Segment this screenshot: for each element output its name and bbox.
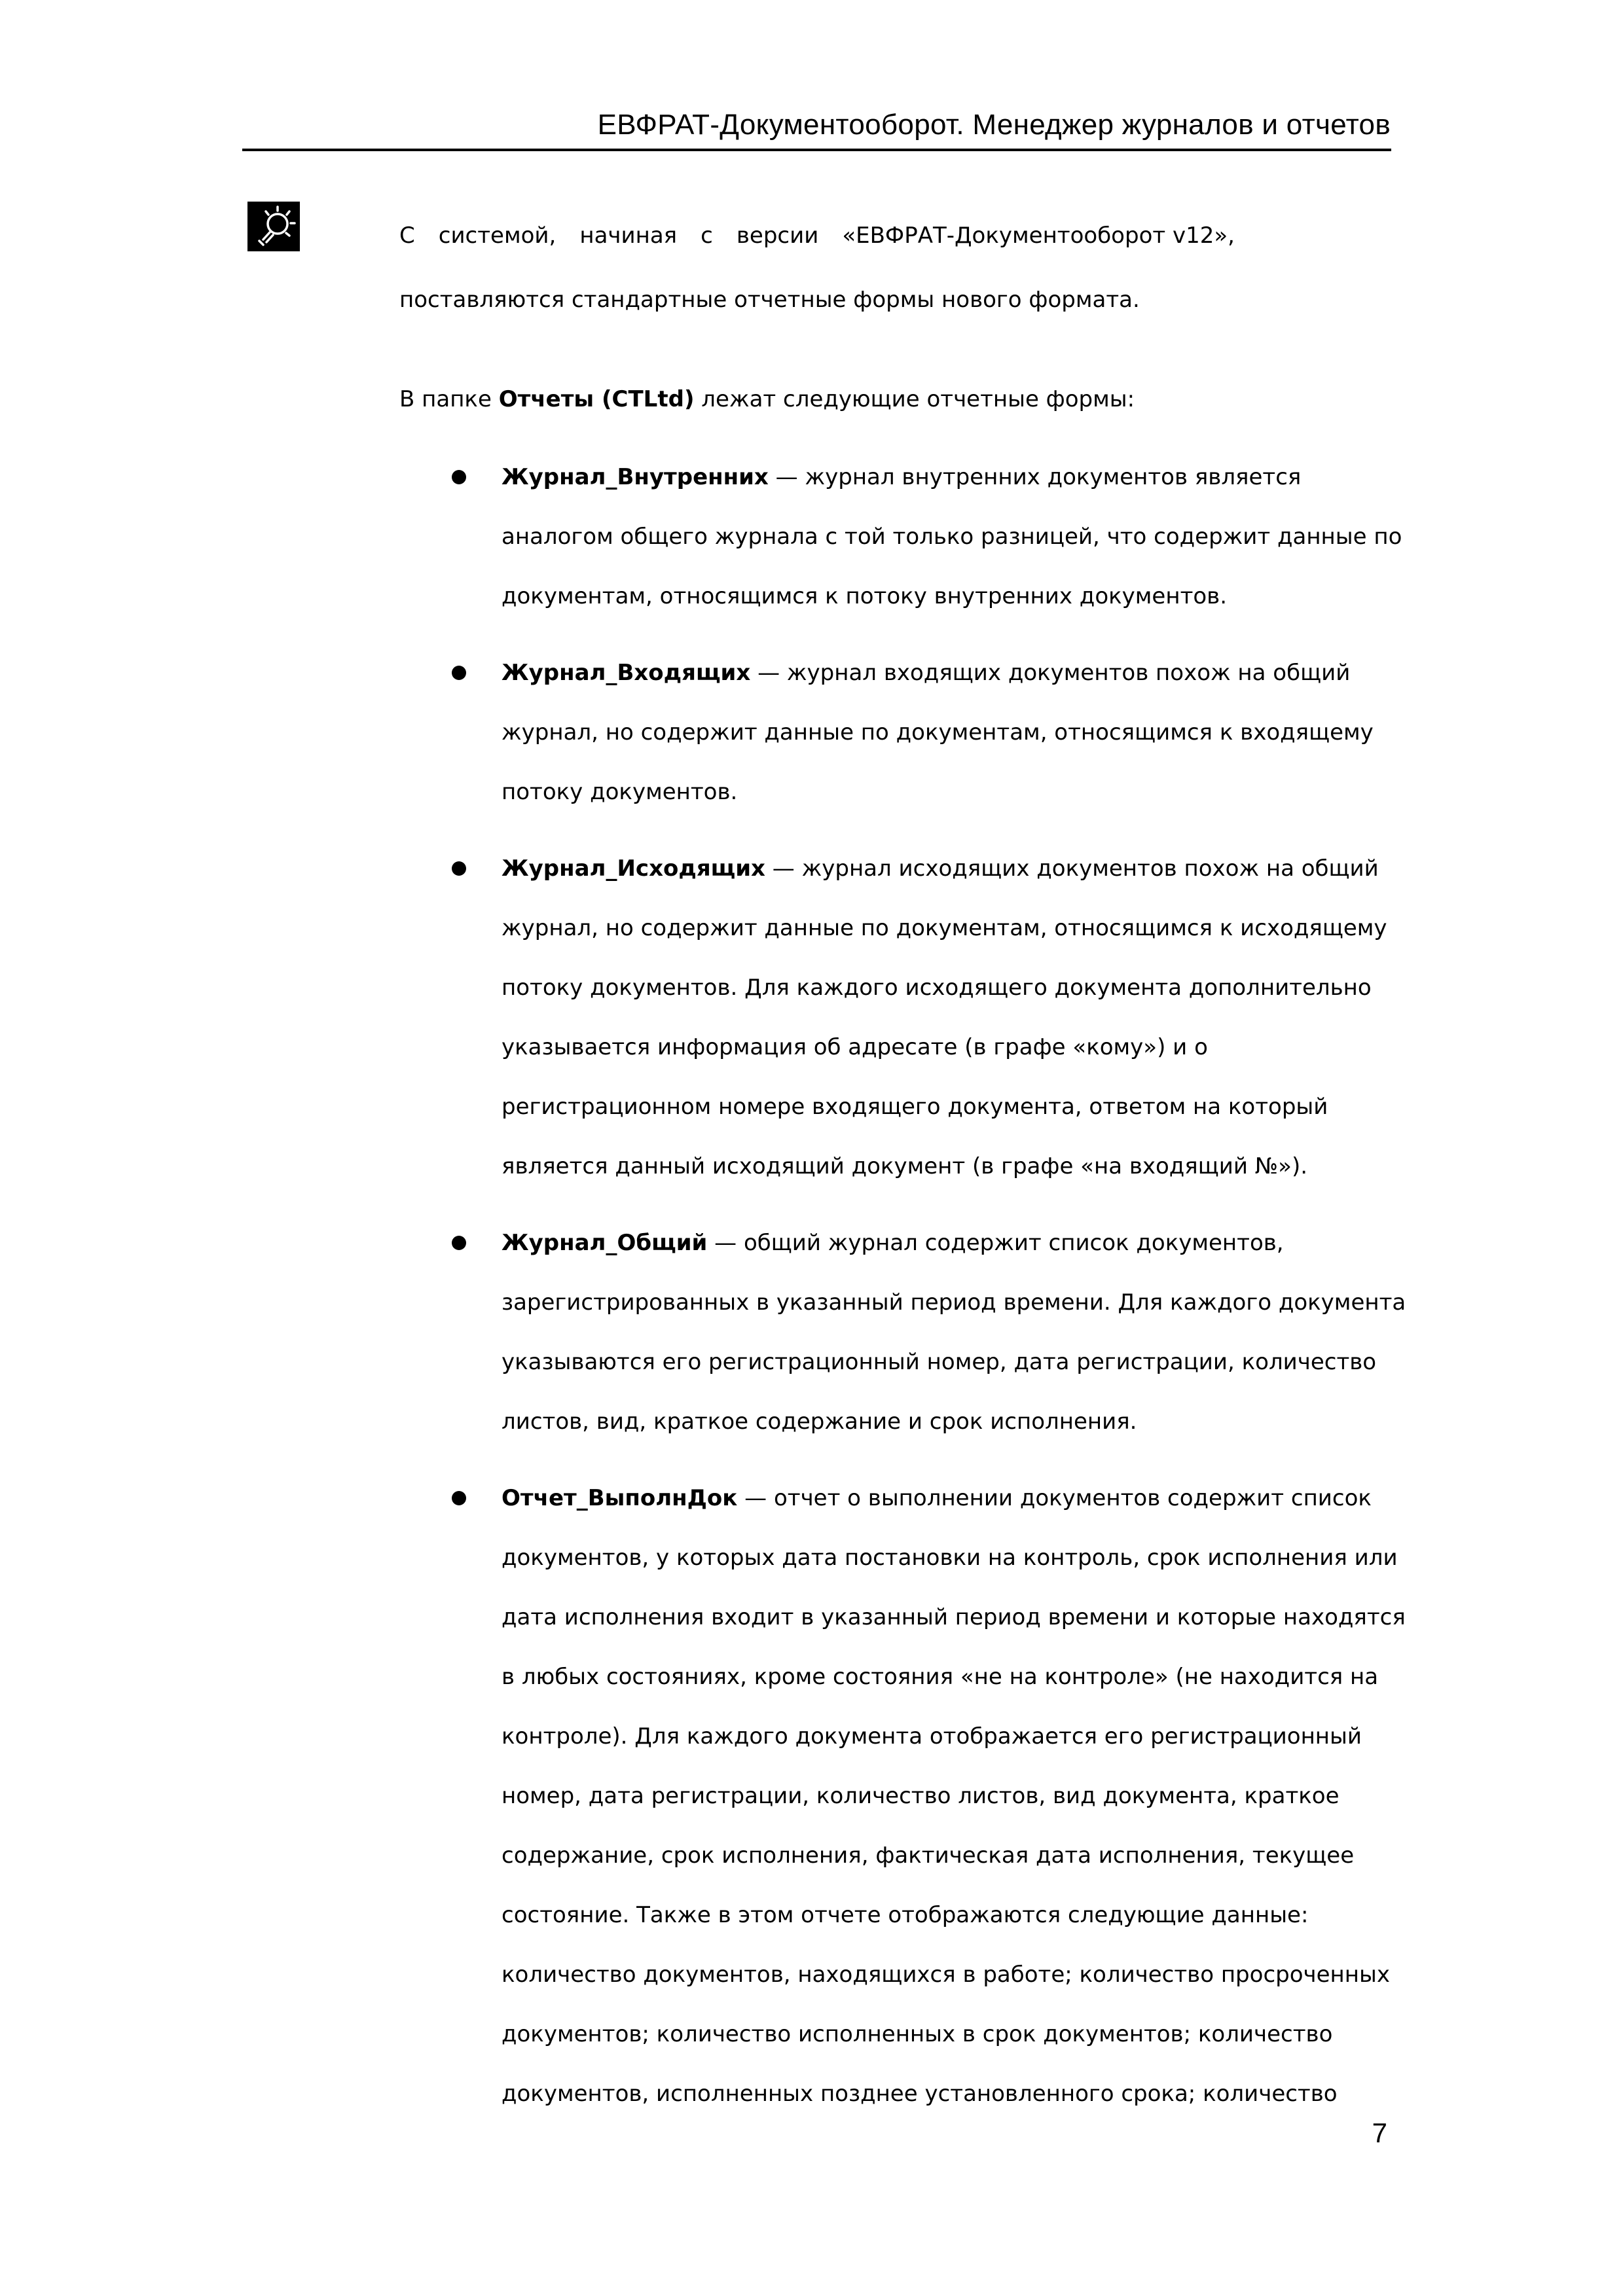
note-word: начиная: [579, 223, 678, 249]
item-text: — журнал исходящих документов похож на общий: [765, 855, 1379, 882]
item-line: состояние. Также в этом отчете отображаются следующие данные:: [501, 1902, 1309, 1928]
page-number: 7: [1372, 2117, 1387, 2148]
item-title: Журнал_Входящих: [501, 660, 751, 686]
item-line: дата исполнения входит в указанный период времени и которые находятся: [501, 1604, 1406, 1630]
item-line: документов, у которых дата постановки на контроль, срок исполнения или: [501, 1545, 1398, 1571]
item-line: зарегистрированных в указанный период времени. Для каждого документа: [501, 1289, 1406, 1316]
bullet-icon: [452, 861, 466, 876]
list-item-report-execution: [501, 1469, 1406, 2124]
item-line: потоку документов. Для каждого исходящего документа дополнительно: [501, 975, 1372, 1001]
note-word: С: [399, 223, 415, 249]
item-title: Журнал_Внутренних: [501, 464, 769, 490]
item-line: является данный исходящий документ (в графе «на входящий №»).: [501, 1153, 1308, 1179]
list-item-journal-internal: [501, 448, 1402, 626]
item-line: листов, вид, краткое содержание и срок исполнения.: [501, 1408, 1137, 1435]
page-header-title: ЕВФРАТ-Документооборот. Менеджер журналов и отчетов: [597, 109, 1391, 141]
item-line: аналогом общего журнала с той только разницей, что содержит данные по: [501, 524, 1402, 550]
item-line: [501, 643, 1392, 703]
note-word: версии: [736, 223, 819, 249]
bullet-icon: [452, 470, 466, 484]
list-item-journal-general: [501, 1213, 1406, 1452]
intro-folder-name: Отчеты (CTLtd): [498, 386, 695, 412]
item-text: — журнал входящих документов похож на общий: [750, 660, 1351, 686]
list-item-journal-incoming: [501, 643, 1392, 822]
note-line-1: [399, 223, 1235, 249]
item-line: [501, 1213, 1392, 1273]
item-title: Отчет_ВыполнДок: [501, 1485, 738, 1511]
item-line: журнал, но содержит данные по документам, относящимся к исходящему: [501, 915, 1387, 941]
item-line: [501, 1469, 1392, 1528]
item-line: журнал, но содержит данные по документам, относящимся к входящему: [501, 719, 1374, 745]
intro-paragraph: [399, 386, 1135, 412]
item-line: указывается информация об адресате (в графе «кому») и о: [501, 1034, 1208, 1060]
item-text: — отчет о выполнении документов содержит список: [737, 1485, 1372, 1511]
bullet-icon: [452, 1491, 466, 1505]
item-line: документов, исполненных позднее установленного срока; количество: [501, 2081, 1338, 2107]
item-line: количество документов, находящихся в работе; количество просроченных: [501, 1962, 1390, 1988]
item-title: Журнал_Общий: [501, 1230, 708, 1256]
bullet-icon: [452, 666, 466, 680]
item-line: [501, 839, 1392, 899]
note-line-2: поставляются стандартные отчетные формы нового формата.: [399, 287, 1140, 313]
item-line: документов; количество исполненных в срок документов; количество: [501, 2021, 1333, 2047]
note-word: «ЕВФРАТ-Документооборот v12»,: [842, 223, 1235, 249]
lightbulb-tip-icon: [247, 202, 300, 251]
header-divider: [242, 149, 1391, 151]
intro-text-before: В папке: [399, 386, 499, 412]
item-line: документам, относящимся к потоку внутренних документов.: [501, 583, 1228, 609]
item-line: контроле). Для каждого документа отображается его регистрационный: [501, 1723, 1362, 1749]
intro-text-after: лежат следующие отчетные формы:: [694, 386, 1135, 412]
item-line: номер, дата регистрации, количество листов, вид документа, краткое: [501, 1783, 1340, 1809]
item-text: — журнал внутренних документов является: [768, 464, 1302, 490]
item-line: регистрационном номере входящего документа, ответом на который: [501, 1094, 1328, 1120]
note-word: системой,: [438, 223, 556, 249]
list-item-journal-outgoing: [501, 839, 1392, 1196]
item-line: в любых состояниях, кроме состояния «не на контроле» (не находится на: [501, 1664, 1379, 1690]
item-line: потоку документов.: [501, 779, 738, 805]
item-title: Журнал_Исходящих: [501, 855, 765, 882]
item-line: [501, 448, 1392, 507]
bullet-icon: [452, 1236, 466, 1250]
item-line: содержание, срок исполнения, фактическая дата исполнения, текущее: [501, 1842, 1355, 1869]
note-word: с: [701, 223, 713, 249]
item-line: указываются его регистрационный номер, дата регистрации, количество: [501, 1349, 1377, 1375]
item-text: — общий журнал содержит список документов,: [707, 1230, 1284, 1256]
